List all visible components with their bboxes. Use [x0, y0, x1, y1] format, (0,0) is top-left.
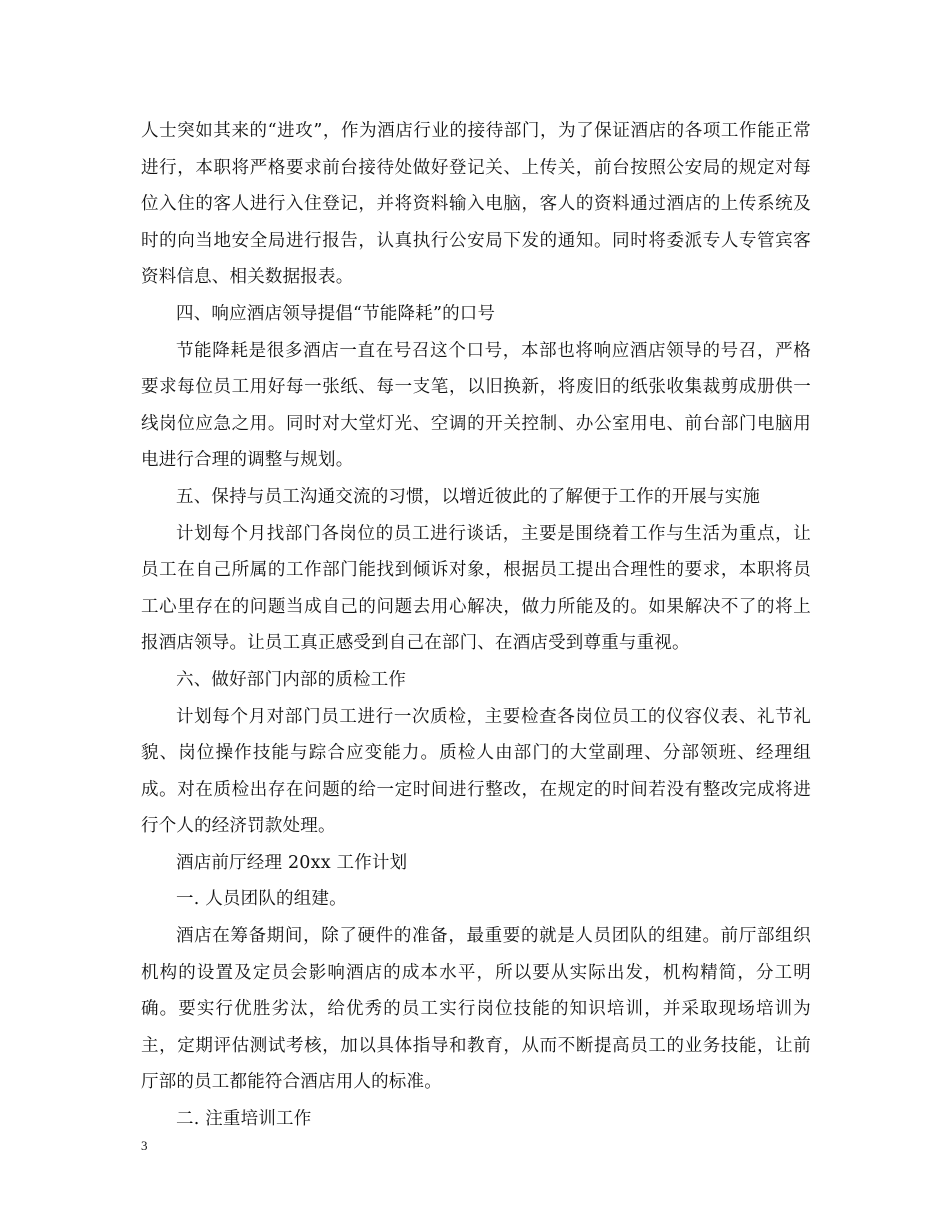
paragraph: 计划每个月找部门各岗位的员工进行谈话，主要是围绕着工作与生活为重点，让员工在自己所属的工作部门能找到倾诉对象，根据员工提出合理性的要求，本职将员工心里存在的问题当成自己的问题去用心解决，做力所能及的。如果解决不了的将上报酒店领导。让员工真正感受到自己在部门、在酒店受到尊重与重视。 [141, 523, 811, 654]
section-heading: 一. 人员团队的组建。 [176, 889, 347, 910]
page-number: 3 [141, 1138, 148, 1153]
page-body [141, 113, 811, 1138]
section-heading: 二. 注重培训工作 [176, 1109, 312, 1130]
paragraph: 酒店在筹备期间，除了硬件的准备，最重要的就是人员团队的组建。前厅部组织机构的设置及定员会影响酒店的成本水平，所以要从实际出发，机构精简，分工明确。要实行优胜劣汰，给优秀的员工实行岗位技能的知识培训，并采取现场培训为主，定期评估测试考核，加以具体指导和教育，从而不断提高员工的业务技能，让前厅部的员工都能符合酒店用人的标准。 [141, 926, 811, 1093]
paragraph: 节能降耗是很多酒店一直在号召这个口号，本部也将响应酒店领导的号召，严格要求每位员工用好每一张纸、每一支笔，以旧换新，将废旧的纸张收集裁剪成册供一线岗位应急之用。同时对大堂灯光、空调的开关控制、办公室用电、前台部门电脑用电进行合理的调整与规划。 [141, 340, 811, 471]
section-heading: 五、保持与员工沟通交流的习惯，以增近彼此的了解便于工作的开展与实施 [176, 486, 761, 507]
document-title: 酒店前厅经理 20xx 工作计划 [176, 852, 408, 873]
paragraph: 人士突如其来的“进攻”，作为酒店行业的接待部门，为了保证酒店的各项工作能正常进行，本职将严格要求前台接待处做好登记关、上传关，前台按照公安局的规定对每位入住的客人进行入住登记，并将资料输入电脑，客人的资料通过酒店的上传系统及时的向当地安全局进行报告，认真执行公安局下发的通知。同时将委派专人专管宾客资料信息、相关数据报表。 [141, 121, 811, 288]
section-heading: 六、做好部门内部的质检工作 [176, 669, 407, 690]
paragraph: 计划每个月对部门员工进行一次质检，主要检查各岗位员工的仪容仪表、礼节礼貌、岗位操作技能与踪合应变能力。质检人由部门的大堂副理、分部领班、经理组成。对在质检出存在问题的给一定时间进行整改，在规定的时间若没有整改完成将进行个人的经济罚款处理。 [141, 706, 811, 837]
section-heading: 四、响应酒店领导提倡“节能降耗”的口号 [176, 303, 496, 324]
